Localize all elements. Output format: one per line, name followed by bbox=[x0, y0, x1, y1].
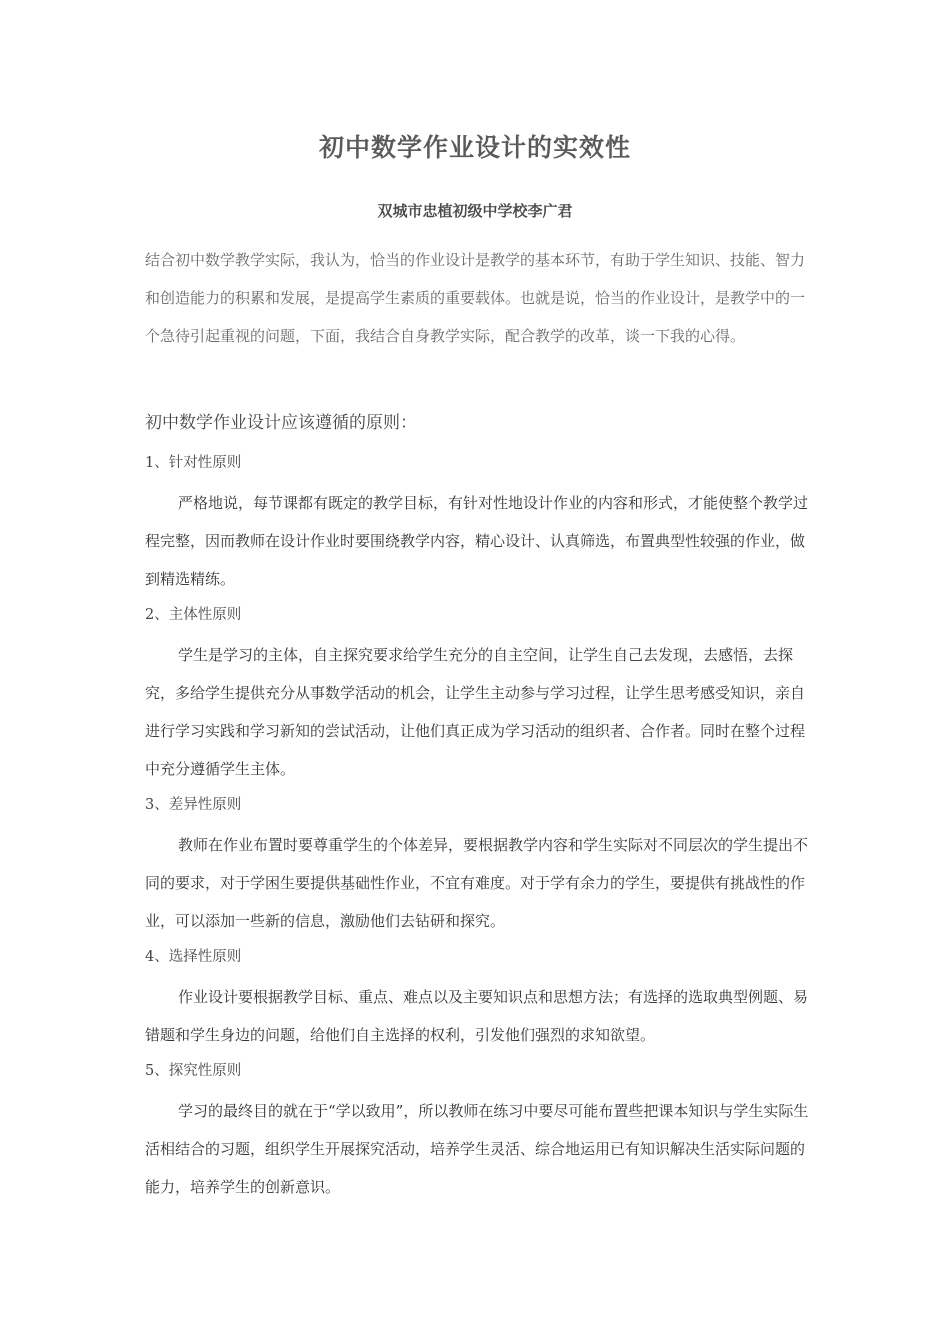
principles-section bbox=[145, 406, 815, 1208]
principle-body: 作业设计要根据教学目标、重点、难点以及主要知识点和思想方法；有选择的选取典型例题、易错题和学生身边的问题，给他们自主选择的权利，引发他们强烈的求知欲望。 bbox=[145, 988, 809, 1044]
principle-title: 2、主体性原则 bbox=[145, 607, 242, 623]
principle-block bbox=[145, 942, 815, 1054]
principle-block bbox=[145, 1056, 815, 1206]
principle-block bbox=[145, 790, 815, 940]
document-author: 双城市忠植初级中学校李广君 bbox=[377, 202, 573, 220]
principle-title: 5、探究性原则 bbox=[145, 1063, 242, 1079]
principle-body: 学习的最终目的就在于“学以致用”，所以教师在练习中要尽可能布置些把课本知识与学生实际生活相结合的习题，组织学生开展探究活动，培养学生灵活、综合地运用已有知识解决生活实际问题的能力，培养学生的创新意识。 bbox=[145, 1102, 809, 1196]
document-title: 初中数学作业设计的实效性 bbox=[318, 133, 631, 162]
principle-block bbox=[145, 448, 815, 598]
principle-title: 4、选择性原则 bbox=[145, 949, 242, 965]
principle-body: 学生是学习的主体，自主探究要求给学生充分的自主空间，让学生自己去发现，去感悟，去探究，多给学生提供充分从事数学活动的机会，让学生主动参与学习过程，让学生思考感受知识，亲自进行学习实践和学习新知的尝试活动，让他们真正成为学习活动的组织者、合作者。同时在整个过程中充分遵循学生主体。 bbox=[145, 646, 806, 778]
principle-block bbox=[145, 600, 815, 788]
principle-title: 3、差异性原则 bbox=[145, 797, 242, 813]
principle-body: 教师在作业布置时要尊重学生的个体差异，要根据教学内容和学生实际对不同层次的学生提出不同的要求，对于学困生要提供基础性作业，不宜有难度。对于学有余力的学生，要提供有挑战性的作业，可以添加一些新的信息，激励他们去钻研和探究。 bbox=[145, 836, 809, 930]
principle-body: 严格地说，每节课都有既定的教学目标，有针对性地设计作业的内容和形式，才能使整个教学过程完整，因而教师在设计作业时要围绕教学内容，精心设计、认真筛选，布置典型性较强的作业，做到精选精练。 bbox=[145, 494, 809, 588]
section-heading: 初中数学作业设计应该遵循的原则： bbox=[145, 413, 417, 433]
intro-paragraph: 结合初中数学教学实际，我认为，恰当的作业设计是教学的基本环节，有助于学生知识、技能、智力和创造能力的积累和发展，是提高学生素质的重要载体。也就是说，恰当的作业设计，是教学中的一个急待引起重视的问题，下面，我结合自身教学实际，配合教学的改革，谈一下我的心得。 bbox=[145, 251, 806, 345]
principle-title: 1、针对性原则 bbox=[145, 455, 242, 471]
